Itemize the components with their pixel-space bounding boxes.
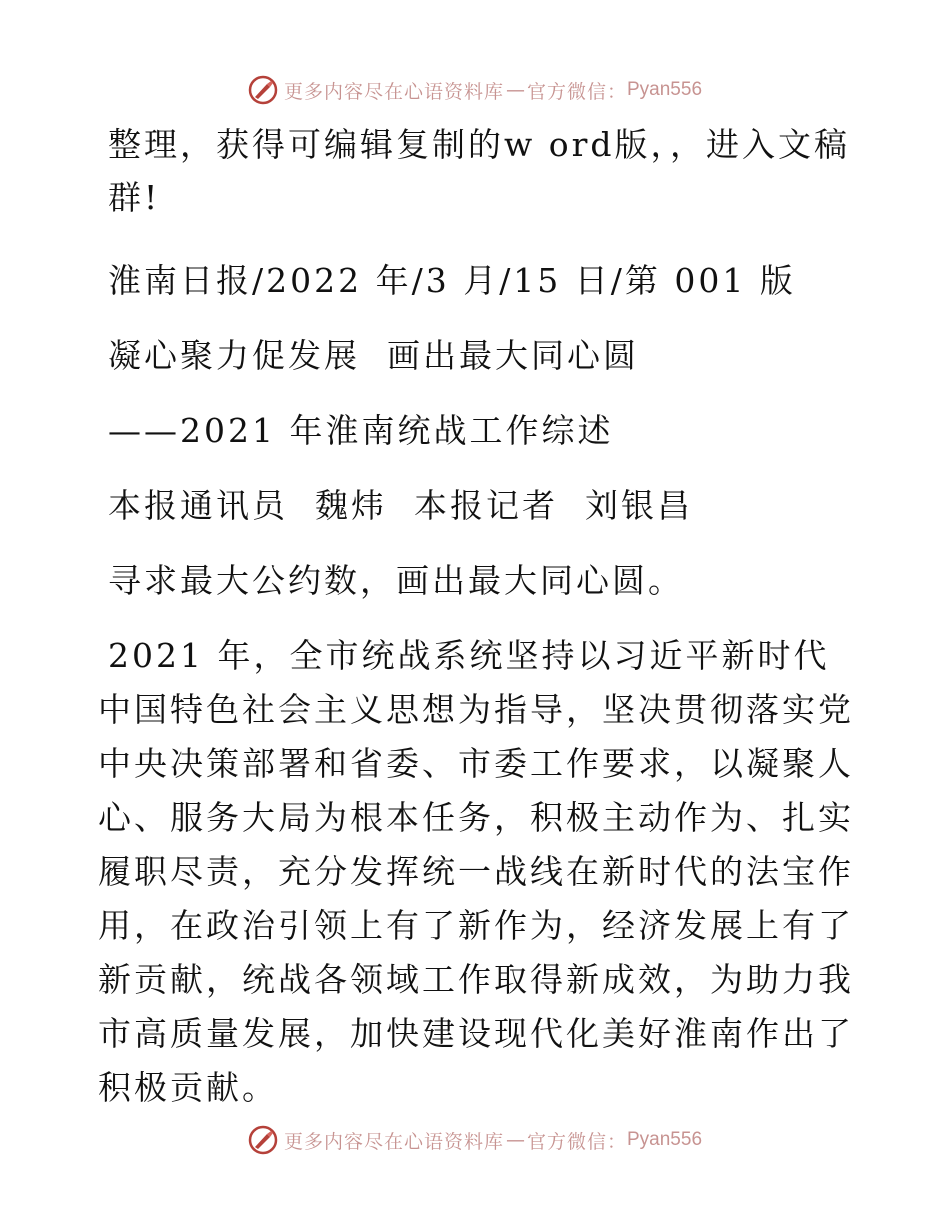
lead-paragraph: 寻求最大公约数，画出最大同心圆。 xyxy=(108,561,684,600)
intro-paragraph: 整理，获得可编辑复制的w ord版，，进入文稿群! xyxy=(108,125,851,217)
banner-text: 更多内容尽在心语资料库 xyxy=(283,80,504,103)
banner-dash: — xyxy=(505,1129,525,1151)
subtitle: ——2021 年淮南统战工作综述 xyxy=(108,411,614,450)
banner-wechat-id: Pyan556 xyxy=(627,79,703,100)
banner-label: 官方微信： xyxy=(526,1130,627,1153)
body-text: 2021 年，全市统战系统坚持以习近平新时代中国特色社会主义思想为指导，坚决贯彻落实党中央决策部署和省委、市委工作要求，以凝聚人心、服务大局为根本任务，积极主动作为、扎实履职尽责，充分发挥统一战线在新时代的法宝作用，在政治引领上有了新作为，经济发展上有了新贡献，统战各领域工作取得新成效，为助力我市高质量发展，加快建设现代化美好淮南作出了积极贡献。 xyxy=(98,636,854,1107)
body-paragraph xyxy=(98,629,858,1115)
source-line: 淮南日报/2022 年/3 月/15 日/第 001 版 xyxy=(108,261,796,300)
byline: 本报通讯员 魏炜 本报记者 刘银昌 xyxy=(108,486,693,525)
headline: 凝心聚力促发展 画出最大同心圆 xyxy=(108,336,639,375)
banner-label: 官方微信： xyxy=(526,80,627,103)
banner-text: 更多内容尽在心语资料库 xyxy=(283,1130,504,1153)
pen-logo-icon xyxy=(248,75,278,105)
banner-dash: — xyxy=(505,79,525,101)
pen-logo-icon xyxy=(248,1125,278,1155)
banner-wechat-id: Pyan556 xyxy=(627,1129,703,1150)
top-banner xyxy=(0,70,950,110)
bottom-banner xyxy=(0,1120,950,1160)
article-content xyxy=(98,118,858,1137)
